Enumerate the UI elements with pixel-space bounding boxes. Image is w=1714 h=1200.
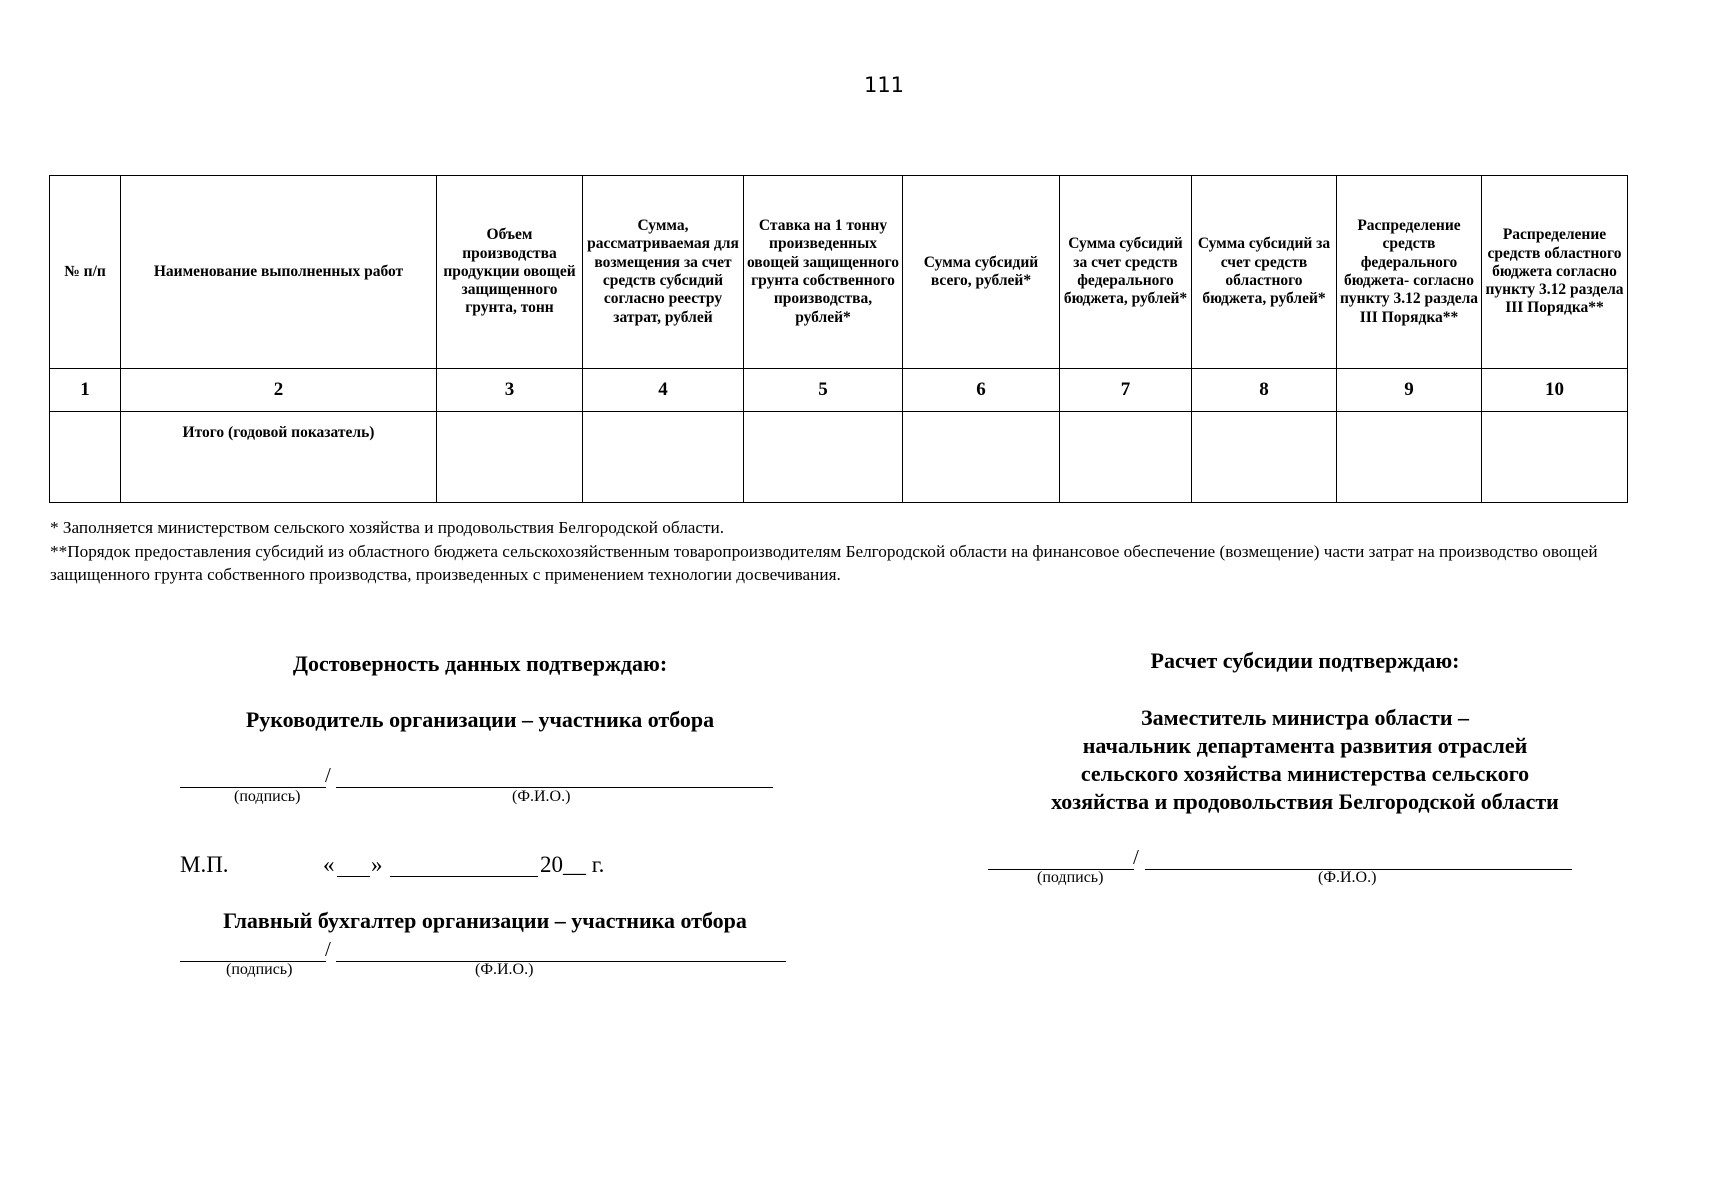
stamp-label: М.П.: [180, 852, 229, 877]
footnote: **Порядок предоставления субсидий из областного бюджета сельскохозяйственным товаропроизводителям Белгородской области на финансовое обеспечение (возмещение) части затрат на производство овощей защищенного грунта собственного производства, произведенных с применением технологии досвечивания.: [50, 541, 1598, 585]
total-label: Итого (годовой показатель): [121, 412, 437, 503]
header-cell: Сумма, рассматриваемая для возмещения за счет средств субсидий согласно реестру затрат, рублей: [583, 176, 744, 369]
slash: /: [1133, 845, 1139, 869]
page-number: 111: [863, 73, 905, 97]
header-cell: Распределение средств областного бюджета согласно пункту 3.12 раздела III Порядка**: [1482, 176, 1628, 369]
total-row: [50, 412, 1628, 503]
name-label: (Ф.И.О.): [512, 788, 571, 805]
column-number: 10: [1482, 369, 1628, 412]
name-label: (Ф.И.О.): [1318, 869, 1377, 886]
slash: /: [325, 937, 331, 961]
column-number-row: [50, 369, 1628, 412]
column-number: 5: [744, 369, 903, 412]
footnote: * Заполняется министерством сельского хозяйства и продовольствия Белгородской области.: [50, 518, 725, 537]
column-number: 1: [50, 369, 121, 412]
role-line: хозяйства и продовольствия Белгородской области: [1051, 789, 1559, 814]
role-line: Заместитель министра области –: [1140, 705, 1470, 730]
column-number: 6: [903, 369, 1060, 412]
subsidy-table: [49, 175, 1628, 503]
column-number: 7: [1060, 369, 1192, 412]
table-cell: [50, 412, 121, 503]
header-cell: Сумма субсидий за счет средств федерального бюджета, рублей*: [1060, 176, 1192, 369]
column-number: 3: [437, 369, 583, 412]
header-cell: Наименование выполненных работ: [121, 176, 437, 369]
right-role: [985, 704, 1625, 816]
table-cell: [744, 412, 903, 503]
header-cell: Ставка на 1 тонну произведенных овощей защищенного грунта собственного производства, рублей*: [744, 176, 903, 369]
table-cell: [583, 412, 744, 503]
footnotes: [50, 516, 1630, 587]
right-confirm-title: Расчет субсидии подтверждаю:: [1150, 648, 1460, 673]
date-quote-close: »: [371, 852, 383, 877]
slash: /: [325, 763, 331, 787]
date-day-line: [337, 876, 370, 878]
role-line: начальник департамента развития отраслей: [1082, 733, 1528, 758]
header-cell: Сумма субсидий всего, рублей*: [903, 176, 1060, 369]
header-cell: Распределение средств федерального бюджета- согласно пункту 3.12 раздела III Порядка**: [1337, 176, 1482, 369]
left-role: Руководитель организации – участника отбора: [245, 707, 715, 732]
signature-label: (подпись): [1037, 869, 1104, 886]
accountant-role: Главный бухгалтер организации – участника отбора: [223, 908, 747, 933]
date-month-line: [390, 876, 538, 878]
date-year: 20__ г.: [540, 852, 605, 877]
column-number: 8: [1192, 369, 1337, 412]
table-header-row: [50, 176, 1628, 369]
table-cell: [1192, 412, 1337, 503]
date-quote-open: «: [323, 852, 335, 877]
role-line: сельского хозяйства министерства сельского: [1080, 761, 1530, 786]
header-cell: Сумма субсидий за счет средств областного бюджета, рублей*: [1192, 176, 1337, 369]
table-cell: [437, 412, 583, 503]
table-cell: [903, 412, 1060, 503]
column-number: 2: [121, 369, 437, 412]
table-cell: [1060, 412, 1192, 503]
signature-label: (подпись): [226, 961, 293, 978]
table-cell: [1482, 412, 1628, 503]
left-confirm-title: Достоверность данных подтверждаю:: [292, 651, 668, 676]
name-label: (Ф.И.О.): [475, 961, 534, 978]
name-line: [336, 961, 786, 963]
column-number: 9: [1337, 369, 1482, 412]
header-cell: № п/п: [50, 176, 121, 369]
header-cell: Объем производства продукции овощей защищенного грунта, тонн: [437, 176, 583, 369]
signature-label: (подпись): [234, 788, 301, 805]
column-number: 4: [583, 369, 744, 412]
table-cell: [1337, 412, 1482, 503]
